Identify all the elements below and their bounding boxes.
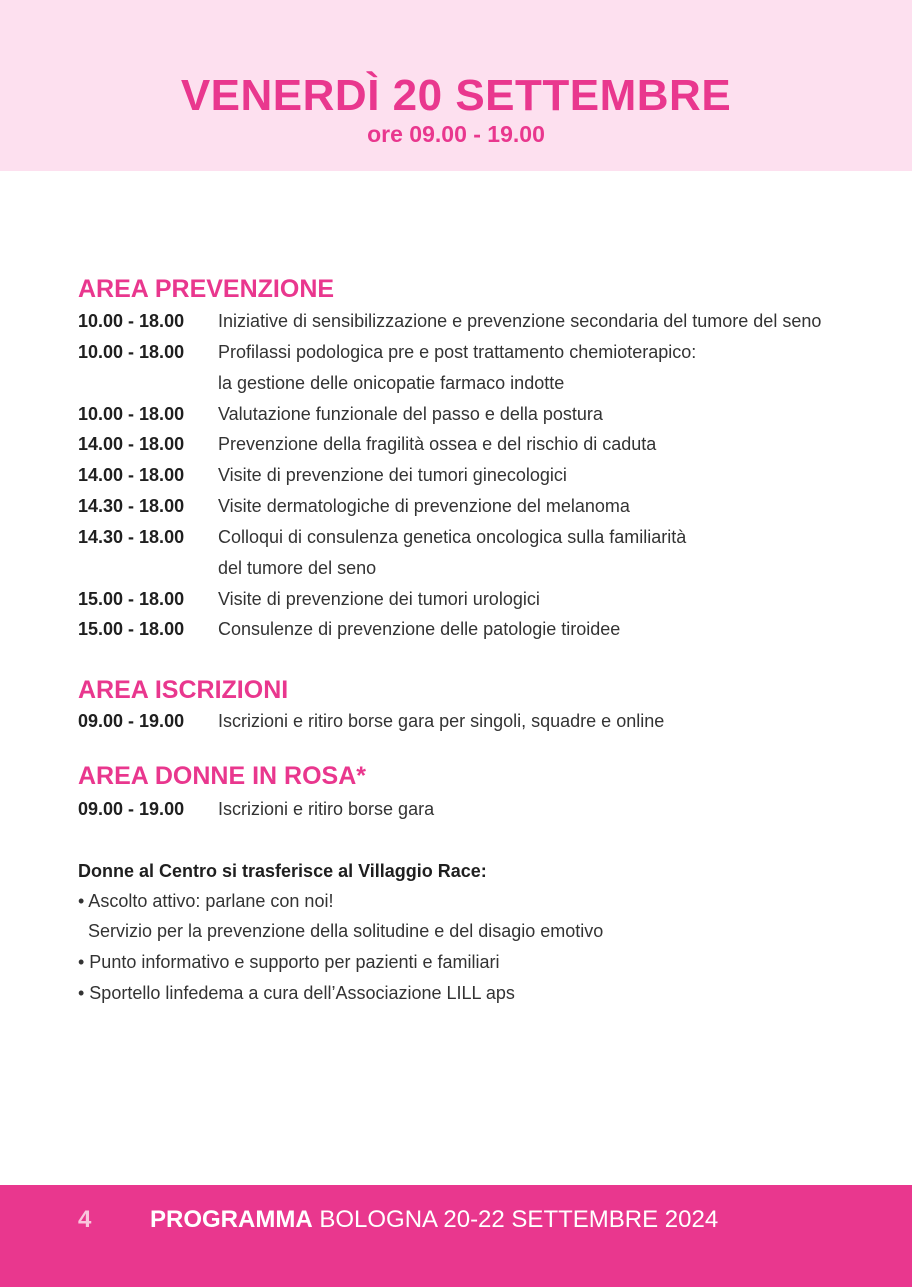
note-line: • Punto informativo e supporto per pazienti e familiari [78, 952, 500, 972]
schedule-row [78, 429, 898, 460]
schedule-desc: Consulenze di prevenzione delle patologie tiroidee [218, 619, 621, 639]
schedule-row [78, 794, 898, 825]
page-number: 4 [78, 1206, 92, 1233]
schedule-desc: Prevenzione della fragilità ossea e del rischio di caduta [218, 434, 657, 454]
schedule-desc: Iscrizioni e ritiro borse gara [218, 799, 435, 819]
schedule-row [78, 584, 898, 615]
schedule-row [78, 399, 898, 430]
schedule-time: 10.00 - 18.00 [78, 342, 185, 362]
schedule-desc: la gestione delle onicopatie farmaco indotte [218, 373, 565, 393]
schedule-time: 15.00 - 18.00 [78, 619, 185, 639]
note-line: Servizio per la prevenzione della solitudine e del disagio emotivo [78, 921, 604, 941]
note-line: • Ascolto attivo: parlane con noi! [78, 891, 334, 911]
schedule-time: 14.30 - 18.00 [78, 496, 185, 516]
footer-program-rest: BOLOGNA 20-22 SETTEMBRE 2024 [319, 1206, 719, 1233]
schedule-row [78, 614, 898, 645]
schedule-desc: del tumore del seno [218, 558, 377, 578]
schedule-row [78, 522, 898, 553]
schedule-time: 15.00 - 18.00 [78, 589, 185, 609]
note-title: Donne al Centro si trasferisce al Villaggio Race: [78, 861, 487, 881]
footer-program-bold: PROGRAMMA [150, 1206, 313, 1233]
section-title-iscrizioni: AREA ISCRIZIONI [78, 676, 289, 704]
schedule-desc: Valutazione funzionale del passo e della postura [218, 404, 603, 424]
schedule-time: 09.00 - 19.00 [78, 799, 185, 819]
schedule-time: 10.00 - 18.00 [78, 311, 185, 331]
schedule-desc: Visite di prevenzione dei tumori urologici [218, 589, 540, 609]
schedule-row-continuation [78, 368, 898, 399]
page-subtitle: ore 09.00 - 19.00 [367, 121, 545, 147]
section-title-prevenzione: AREA PREVENZIONE [78, 275, 335, 303]
schedule-time: 09.00 - 19.00 [78, 711, 185, 731]
schedule-desc: Iscrizioni e ritiro borse gara per singoli, squadre e online [218, 711, 665, 731]
schedule-desc: Visite dermatologiche di prevenzione del melanoma [218, 496, 630, 516]
schedule-row [78, 460, 898, 491]
schedule-desc: Colloqui di consulenza genetica oncologica sulla familiarità [218, 527, 687, 547]
schedule-desc: Profilassi podologica pre e post trattamento chemioterapico: [218, 342, 697, 362]
schedule-row [78, 337, 898, 368]
schedule-time: 14.30 - 18.00 [78, 527, 185, 547]
page-header [0, 0, 912, 171]
schedule-desc: Iniziative di sensibilizzazione e prevenzione secondaria del tumore del seno [218, 311, 822, 331]
note-line: • Sportello linfedema a cura dell’Associazione LILL aps [78, 983, 515, 1003]
schedule-row [78, 306, 898, 337]
schedule-row [78, 491, 898, 522]
schedule-time: 14.00 - 18.00 [78, 465, 185, 485]
page-footer [0, 1185, 912, 1287]
schedule-desc: Visite di prevenzione dei tumori ginecologici [218, 465, 567, 485]
page-title: VENERDÌ 20 SETTEMBRE [180, 71, 732, 120]
schedule-row-continuation [78, 553, 898, 584]
section-title-donne-in-rosa: AREA DONNE IN ROSA* [78, 762, 366, 790]
footer-program-title [150, 1205, 718, 1235]
schedule-time: 10.00 - 18.00 [78, 404, 185, 424]
schedule-row [78, 706, 898, 737]
schedule-time: 14.00 - 18.00 [78, 434, 185, 454]
